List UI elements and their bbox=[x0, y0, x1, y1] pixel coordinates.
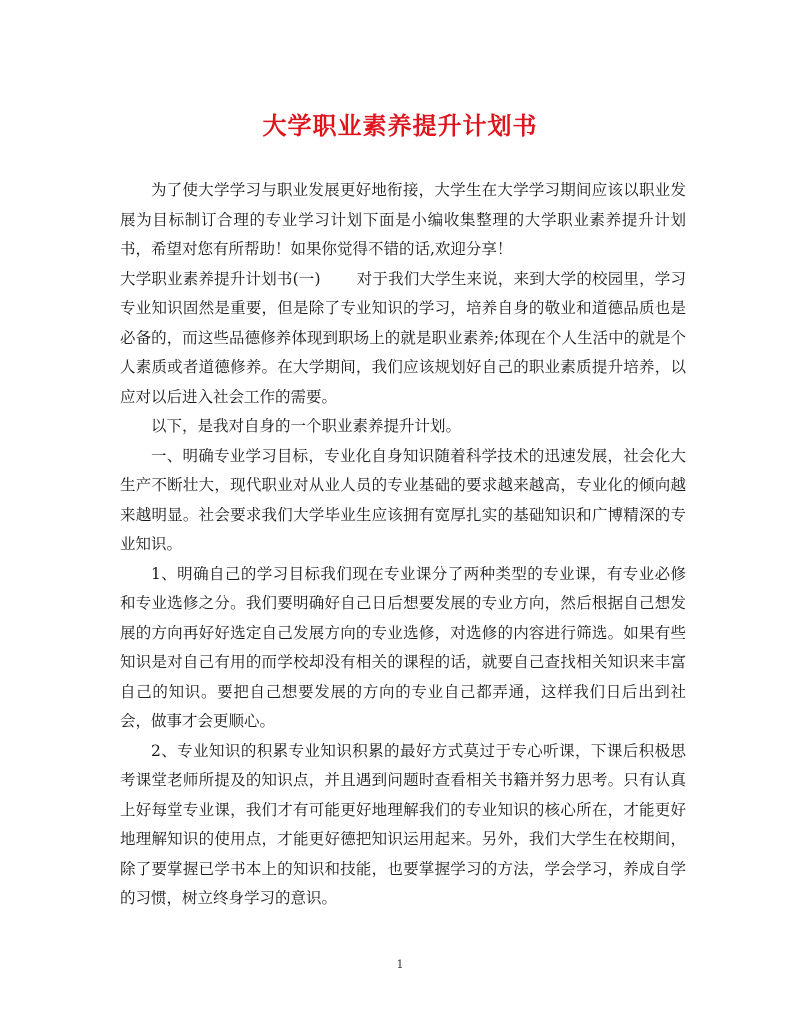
document-title: 大学职业素养提升计划书 bbox=[262, 111, 538, 140]
section-heading: 大学职业素养提升计划书(一) bbox=[120, 269, 321, 288]
document-body bbox=[120, 176, 686, 914]
section-paragraph bbox=[120, 265, 686, 413]
section-text: 对于我们大学生来说，来到大学的校园里，学习专业知识固然是重要，但是除了专业知识的学习，培养自身的敬业和道德品质也是必备的，而这些品德修养体现到职场上的就是职业素养;体现在个人生活中的就是个人素质或者道德修养。在大学期间，我们应该规划好自己的职业素质提升培养，以应对以后进入社会工作的需要。 bbox=[120, 269, 686, 406]
body-paragraph-goal: 一、明确专业学习目标，专业化自身知识随着科学技术的迅速发展，社会化大生产不断壮大，现代职业对从业人员的专业基础的要求越来越高，专业化的倾向越来越明显。社会要求我们大学毕业生应该拥有宽厚扎实的基础知识和广博精深的专业知识。 bbox=[120, 446, 686, 553]
page-number: 1 bbox=[396, 958, 404, 971]
body-paragraph-item-2: 2、专业知识的积累专业知识积累的最好方式莫过于专心听课，下课后积极思考课堂老师所提及的知识点，并且遇到问题时查看相关书籍并努力思考。只有认真上好每堂专业课，我们才有可能更好地理解我们的专业知识的核心所在，才能更好地理解知识的使用点，才能更好德把知识运用起来。另外，我们大学生在校期间，除了要掌握已学书本上的知识和技能，也要掌握学习的方法，学会学习，养成自学的习惯，树立终身学习的意识。 bbox=[120, 741, 686, 907]
body-paragraph-plan-intro: 以下，是我对自身的一个职业素养提升计划。 bbox=[151, 417, 462, 435]
body-paragraph-item-1: 1、明确自己的学习目标我们现在专业课分了两种类型的专业课，有专业必修和专业选修之分。我们要明确好自己日后想要发展的专业方向，然后根据自己想发展的方向再好好选定自己发展方向的专业选修，对选修的内容进行筛选。如果有些知识是对自己有用的而学校却没有相关的课程的话，就要自己查找相关知识来丰富自己的知识。要把自己想要发展的方向的专业自己都弄通，这样我们日后出到社会，做事才会更顺心。 bbox=[120, 564, 686, 730]
intro-paragraph: 为了使大学学习与职业发展更好地衔接，大学生在大学学习期间应该以职业发展为目标制订合理的专业学习计划下面是小编收集整理的大学职业素养提升计划书，希望对您有所帮助！如果你觉得不错的话,欢迎分享！ bbox=[120, 181, 686, 258]
